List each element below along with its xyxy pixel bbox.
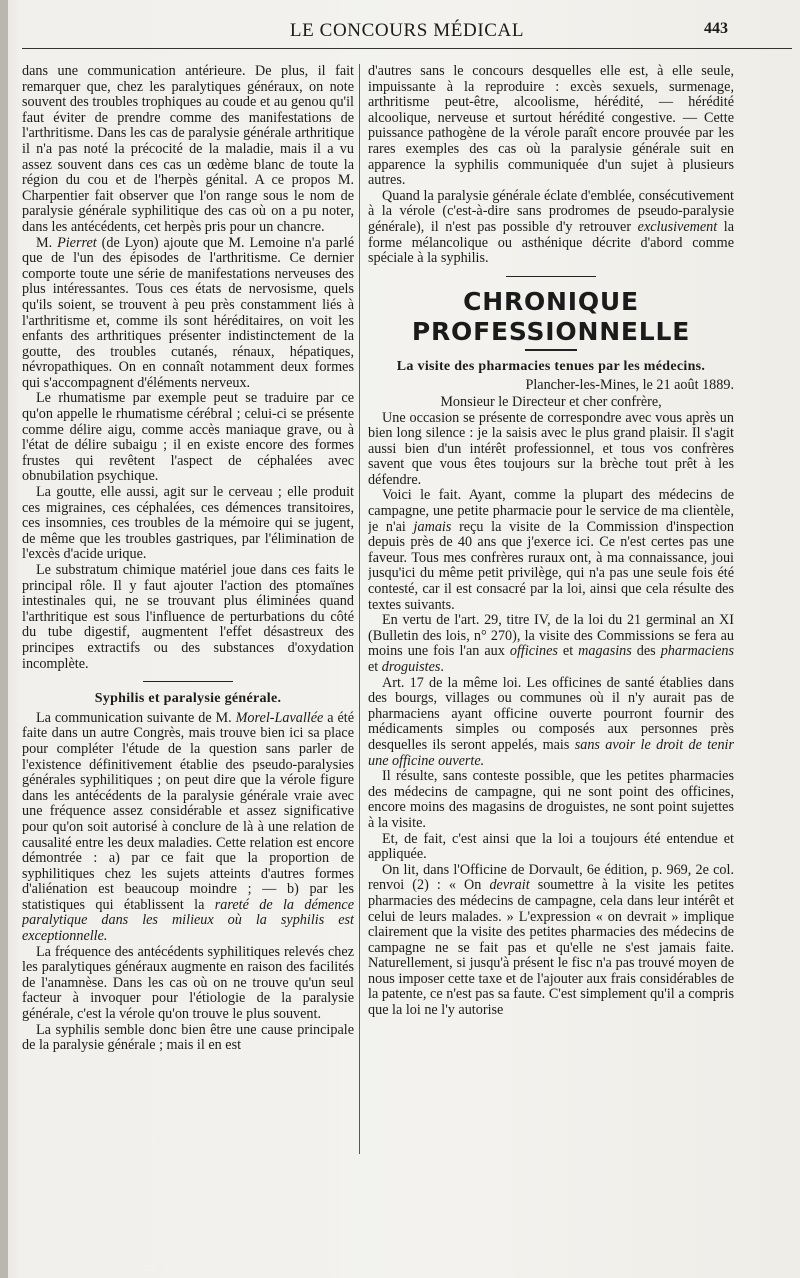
- paragraph: Le substratum chimique matériel joue dans ces faits le principal rôle. Il y faut ajouter l'action des ptomaïnes intestinales qui, ne se trouvant plus éliminées quand l'arthritique est sous l'influence de perturbations du côté du tube digestif, augmentent l'effet désastreux des principes extractifs ou des substances d'oxydation incomplète.: [22, 562, 354, 672]
- article-title: La visite des pharmacies tenues par les médecins.: [396, 358, 706, 374]
- paragraph: dans une communication antérieure. De plus, il fait remarquer que, chez les paralytiques généraux, on note souvent des troubles trophiques au coude et au genou qu'il faut éviter de prendre comme des manifestations de l'arthritisme. Dans les cas de paralysie générale arthritique il n'a pas noté la précocité de la maladie, mais il a vu assez souvent dans ces cas un œdème blanc de toute la région du cou et de l'herpès génital. A ce propos M. Charpentier fait observer que l'on range sous le nom de paralysie générale syphilitique des cas où on a pu noter, dans les antécédents, cet herpès pris pour un chancre.: [22, 64, 354, 235]
- title-underline: [525, 349, 577, 351]
- section-divider: [143, 681, 233, 682]
- paragraph: La fréquence des antécédents syphilitiques relevés chez les paralytiques généraux augmente en raison des facilités de l'anamnèse. Dans les cas où on ne trouve qu'un seul facteur à invoquer pour l'étiologie de la paralysie générale, c'est la vérole qu'on trouve le plus souvent.: [22, 943, 354, 1023]
- paragraph: En vertu de l'art. 29, titre IV, de la loi du 21 germinal an XI (Bulletin des lois, n° 270), la visite des Commissions se fera au moins une fois l'an aux officines et magasins des pharmaciens et droguistes.: [368, 612, 734, 675]
- paragraph: Et, de fait, c'est ainsi que la loi a toujours été entendue et appliquée.: [368, 830, 734, 863]
- page-binding-edge: [0, 0, 8, 1278]
- left-column: [22, 64, 354, 1264]
- journal-title: LE CONCOURS MÉDICAL: [289, 20, 525, 41]
- paragraph: Art. 17 de la même loi. Les officines de santé établies dans des bourgs, villages ou communes où il n'y aurait pas de pharmaciens ayant officine ouverte pourront fournir des médicaments simples ou composés aux personnes près desquelles ils seront appelés, mais sans avoir le droit de tenir une officine ouverte.: [368, 674, 734, 769]
- paragraph: La communication suivante de M. Morel-Lavallée a été faite dans un autre Congrès, mais trouve bien ici sa place pour compléter l'étude de la question sans parler de l'existence définitivement établie des pseudo-paralysies générales syphilitiques ; on peut dire que la vérole figure dans les antécédents de la paralysie générale vraie avec une fréquence assez considérable et assez significative pour qu'on soit autorisé à conclure de là à une relation de causalité entre les deux maladies. Cette relation est encore démontrée : a) par ce fait que la proportion de syphilitiques chez les sujets atteints d'autres formes d'aliénation est beaucoup moindre ; — b) par les statistiques qui établissent la rareté de la démence paralytique dans les milieux où la syphilis est exceptionnelle.: [22, 709, 354, 945]
- author-name: Pierret: [57, 234, 97, 251]
- paragraph: Quand la paralysie générale éclate d'emblée, consécutivement à la vérole (c'est-à-dire sans prodromes de pseudo-paralysie générale), il n'est pas possible d'y retrouver exclusivement la forme mélancolique ou asthénique décrite d'abord comme spéciale à la syphilis.: [368, 187, 734, 267]
- paragraph: Le rhumatisme par exemple peut se traduire par ce qu'on appelle le rhumatisme cérébral ; celui-ci se présente comme délire aigu, comme accès maniaque grave, ou à l'état de délire subaigu ; il en existe encore des formes frustes qui revêtent l'aspect de céphalées avec obnubilation psychique.: [22, 390, 354, 485]
- section-divider: [506, 276, 596, 277]
- paragraph: d'autres sans le concours desquelles elle est, à elle seule, impuissante à la reproduire : excès sexuels, surmenage, arthritisme peut-être, alcoolisme, hérédité, — hérédité alcoolique, nerveuse et surtout hérédité congestive. — Cette puissance pathogène de la vérole paraît encore prouvée par les rares exemples des cas où la paralysie générale suit en apparence la syphilis communiquée d'un sujet à plusieurs autres.: [368, 64, 734, 189]
- paragraph: Une occasion se présente de correspondre avec vous après un bien long silence : je la saisis avec le plus grand plaisir. Il s'agit aussi bien d'un intérêt professionnel, et tous vos confrères savent que vous êtes toujours sur la brèche tout prêt à les défendre.: [368, 409, 734, 488]
- paragraph: M. Pierret (de Lyon) ajoute que M. Lemoine n'a parlé que de l'un des épisodes de l'arthritisme. Ce dernier comporte toute une série de manifestations nerveuses des plus intéressantes. Tous ces états de nervosisme, quels qu'ils soient, se trouvent à peu près constamment liés à l'arthritisme et, comme ils sont héréditaires, on voit les enfants des arthritiques présenter indistinctement de la goutte, des troubles cutanés, rénaux, hépatiques, névropathiques. On en connaît notamment deux formes qui s'accompagnent d'éléments nerveux.: [22, 234, 354, 391]
- chronicle-title: CHRONIQUE PROFESSIONNELLE: [411, 286, 691, 346]
- paragraph: Voici le fait. Ayant, comme la plupart des médecins de campagne, une petite pharmacie pour le service de ma clientèle, je n'ai jamais reçu la visite de la Commission d'inspection depuis près de 40 ans que j'exerce ici. Ce n'est certes pas une faveur. Tous mes confrères ruraux ont, à ma connaissance, joui jusqu'ici du même petit privilège, qui n'a pas une seule fois été contesté, car il est consacré par la loi, ainsi que cela résulte des textes suivants.: [368, 487, 734, 613]
- section-title: Syphilis et paralysie générale.: [94, 691, 282, 707]
- letter-salutation: Monsieur le Directeur et cher confrère,: [440, 393, 662, 410]
- paragraph: Il résulte, sans conteste possible, que les petites pharmacies des médecins de campagne, qui ne sont point des officines, encore moins des magasins de droguistes, ne sont point sujettes à la visite.: [368, 768, 734, 831]
- column-divider: [359, 64, 360, 1154]
- letter-dateline: Plancher-les-Mines, le 21 août 1889.: [525, 377, 734, 394]
- author-name: Morel-Lavallée: [235, 709, 324, 726]
- paragraph: On lit, dans l'Officine de Dorvault, 6e édition, p. 969, 2e col. renvoi (2) : « On devrait soumettre à la visite les petites pharmacies des médecins de campagne, cela dans leur intérêt et celui de leurs malades. » L'expression « on devrait » implique clairement que la visite des petites pharmacies des médecins de campagne ne se fait pas et qu'elle ne s'est jamais faite. Naturellement, si jusqu'à présent le fisc n'a pas trouvé moyen de nous imposer cette taxe et de l'ajouter aux frais considérables de la patente, ce n'est pas sa faute. C'est simplement qu'il a compris que la loi ne l'y autorise: [368, 861, 734, 1019]
- paragraph: La syphilis semble donc bien être une cause principale de la paralysie générale ; mais il en est: [22, 1021, 354, 1054]
- running-header: [22, 12, 792, 49]
- paragraph: La goutte, elle aussi, agit sur le cerveau ; elle produit ces migraines, ces céphalées, ces démences transitoires, ces insomnies, ces troubles de la mémoire qui se jugent, de même que les troubles gastriques, par l'élimination de l'excès d'acide urique.: [22, 484, 354, 563]
- right-column: [368, 64, 734, 1264]
- page-number: 443: [704, 20, 728, 37]
